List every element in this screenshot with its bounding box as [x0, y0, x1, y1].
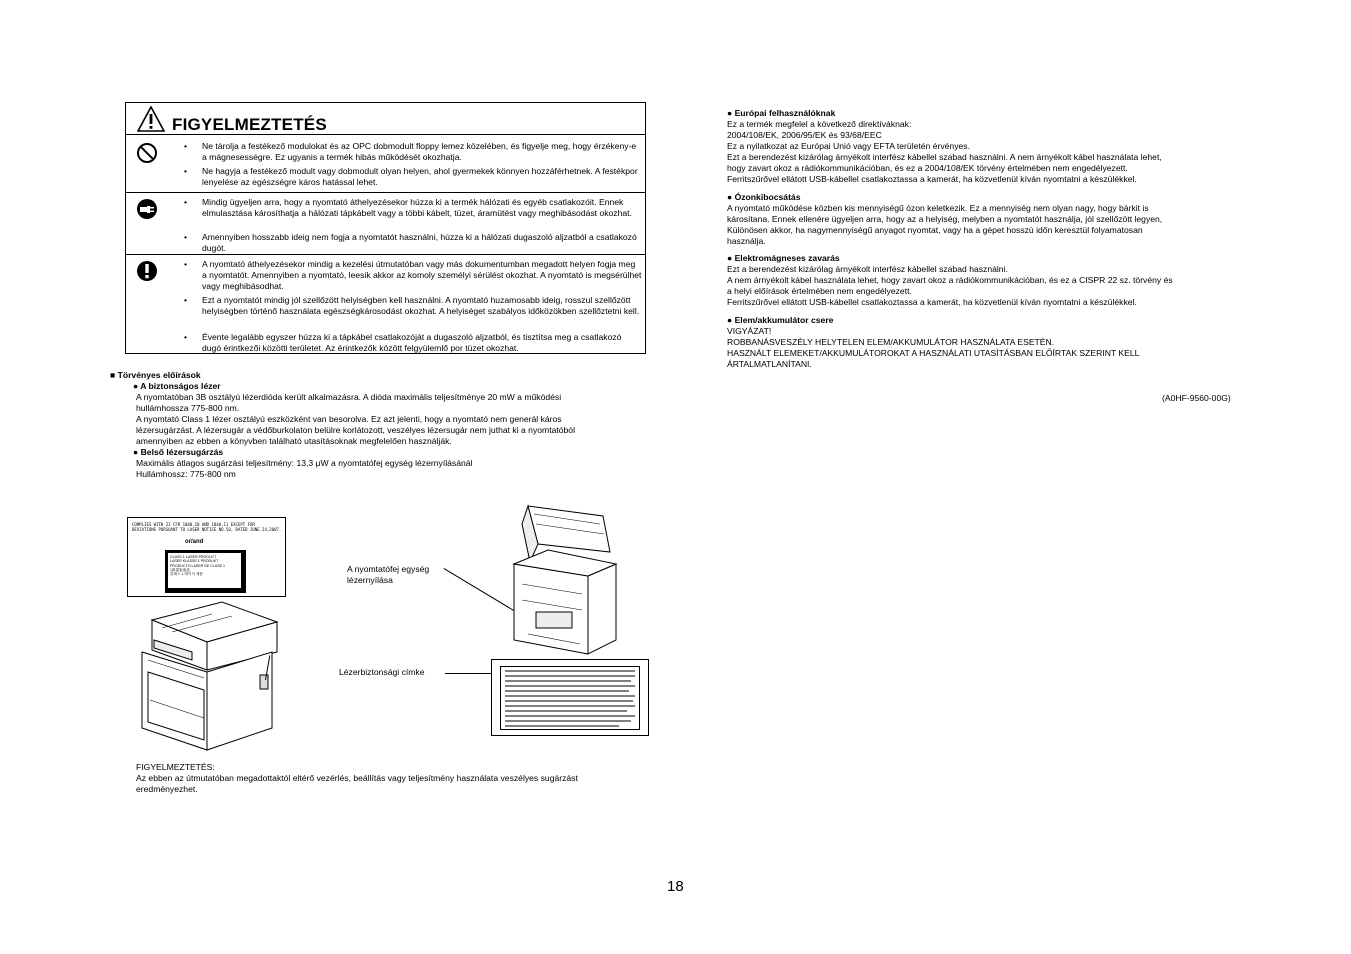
internal-laser-heading: ● Belső lézersugárzás	[133, 447, 224, 457]
warning-header	[126, 103, 645, 135]
class1-label	[165, 550, 246, 593]
callout-laser-label: Lézerbiztonsági címke	[339, 667, 425, 677]
laser-safety-label-text-lines	[501, 667, 639, 729]
emi-section: ● Elektromágneses zavarás Ezt a berendezést kizárólag árnyékolt interfész kábellel szabad használni. A nem árnyékolt kábel használata lehet, hogy zavart okoz a rádiókommunikációban, és ez a CISPR 22 sz. törvény és a helyi előírások értelmében nem engedélyezett. Ferritszűrővel ellátott USB-kábellel csatlakoztassa a kamerát, ha közvetlenül kíván nyomtatni a készülékkel.	[727, 253, 1247, 308]
warning-triangle-icon	[137, 106, 165, 132]
eu-heading: ● Európai felhasználóknak	[727, 108, 836, 118]
ozone-heading: ● Ózonkibocsátás	[727, 192, 801, 202]
unplug-icon	[136, 198, 158, 220]
class1-label-text: CLASS 1 LASER PRODUCT LASER KLASSE 1 PRODUKT PRODUCTO LASER DE CLASE 1 1級雷射產品 클래스 1 레이저 제품	[168, 553, 241, 588]
laser-safety-label	[491, 659, 649, 736]
prohibition-icon	[136, 142, 158, 164]
bottom-warning: FIGYELMEZTETÉS: Az ebben az útmutatóban megadottaktól eltérő vezérlés, beállítás vagy teljesítmény használata veszélyes sugárzást eredményezhet.	[136, 762, 578, 794]
laser-safety-label-inner	[500, 666, 640, 730]
compliance-text: COMPLIES WITH 21 CFR 1040.10 AND 1040.11 EXCEPT FOR DEVIATIONS PURSUANT TO LASER NOTICE NO.50, DATED JUNE 24,2007.	[132, 522, 282, 532]
legal-heading: ■ Törvényes előírások	[110, 370, 201, 380]
internal-laser-text: Maximális átlagos sugárzási teljesítmény: 13,3 μW a nyomtatófej egység lézernyílásánál Hullámhossz: 775-800 nm	[136, 458, 473, 479]
eu-section: ● Európai felhasználóknak Ez a termék megfelel a következő direktíváknak: 2004/108/EK, 2006/95/EK és 93/68/EEC Ez a nyilatkozat az Európai Unió vagy EFTA területén érvényes. Ezt a berendezést kizárólag árnyékolt interfész kábellel szabad használni. A nem árnyékolt kábel használata lehet, hogy zavart okoz a rádiókommunikációban, és ez a 2004/108/EK törvény értelmében nem engedélyezett. Ferritszűrővel ellátott USB-kábellel csatlakoztassa a kamerát, ha közvetlenül kíván nyomtatni a készülékkel.	[727, 108, 1247, 185]
warning-row-prohibit: • Ne tárolja a festékező modulokat és az OPC dobmodult floppy lemez közelében, és figyelje meg, hogy érzékeny-e a mágnesességre. Ez ugyanis a termék hibás működését okozhatja. • Ne hagyja a festékező modult vagy dobmodult olyan helyen, ahol gyermekek könnyen hozzáférhetnek. A festékpor lenyelése az egészségre káros hatással lehet.	[126, 135, 645, 193]
callout-printhead: A nyomtatófej egység lézernyílása	[347, 564, 430, 585]
printer-closed-illustration	[132, 600, 282, 752]
ozone-section: ● Ózonkibocsátás A nyomtató működése közben kis mennyiségű ózon keletkezik. Ez a mennyiség nem olyan nagy, hogy bárkit is károsítana. Ennek ellenére ügyeljen arra, hogy az a helyiség, melyben a nyomtatót használja, jól szellőzött legyen, Különösen akkor, ha nagymennyiségű anyagot nyomtat, vagy ha a gépet hosszú időn keresztül folyamatosan használja.	[727, 192, 1247, 247]
warning-row-exclamation: • A nyomtató áthelyezésekor mindig a kezelési útmutatóban vagy más dokumentumban megadott helyen fogja meg a nyomtatót. Amennyiben a nyomtató, leesik akkor az komoly személyi sérülést okozhat. A nyomtató is megsérülhet vagy meghibásodhat. • Ezt a nyomtatót mindig jól szellőzött helyiségben kell használni. A nyomtató huzamosabb ideig, rosszul szellőzött helyiségben történő használata egészségkárosodást okozhat. A helyiséget szabályos időközökben szellőztetni kell. • Évente legalább egyszer húzza ki a tápkábel csatlakozóját a dugaszoló aljzatból, és tisztítsa meg a csatlakozó dugó érintkezői közötti területet. Az érintkezők között felgyülemlő por tüzet okozhat.	[126, 255, 645, 355]
warning-row-unplug: • Mindig ügyeljen arra, hogy a nyomtató áthelyezésekor húzza ki a termék hálózati és egyéb csatlakozóit. Ennek elmulasztása károsíthatja a hálózati tápkábelt vagy a többi kábelt, tüzet, áramütést vagy meghibásodást okozhat. • Amennyiben hosszabb ideig nem fogja a nyomtatót használni, húzza ki a hálózati dugaszoló aljzatból a csatlakozó dugót.	[126, 193, 645, 255]
or-and-text: or/and	[185, 539, 204, 545]
safe-laser-heading: ● A biztonságos lézer	[133, 381, 221, 391]
page-number: 18	[667, 878, 684, 895]
exclamation-icon	[136, 260, 158, 282]
callout-line	[445, 673, 491, 674]
battery-heading: ● Elem/akkumulátor csere	[727, 315, 834, 325]
warning-box	[125, 102, 646, 354]
warning-title: FIGYELMEZTETÉS	[172, 115, 327, 134]
document-code: (A0HF-9560-00G)	[1162, 393, 1231, 403]
printer-open-illustration	[508, 504, 620, 656]
battery-section: ● Elem/akkumulátor csere VIGYÁZAT! ROBBANÁSVESZÉLY HELYTELEN ELEM/AKKUMULÁTOR HASZNÁLATA ESETÉN. HASZNÁLT ELEMEKET/AKKUMULÁTOROKAT A HASZNÁLATI UTASÍTÁSBAN ELŐÍRTAK SZERINT KELL ÁRTALMATLANÍTANI.	[727, 315, 1247, 370]
emi-heading: ● Elektromágneses zavarás	[727, 253, 840, 263]
compliance-label	[127, 517, 286, 597]
safe-laser-text: A nyomtatóban 3B osztályú lézerdióda került alkalmazásra. A dióda maximális teljesítménye 20 mW a működési hullámhossza 775-800 nm. A nyomtató Class 1 lézer osztályú eszközként van besorolva. Ez azt jelenti, hogy a nyomtató nem generál káros lézersugárzást. A lézersugár a védőburkolaton belülre korlátozott, veszélyes lézersugár nem juthat ki a nyomtatóból amennyiben az ebben a könyvben található utasításoknak megfelelően használják.	[136, 392, 575, 446]
